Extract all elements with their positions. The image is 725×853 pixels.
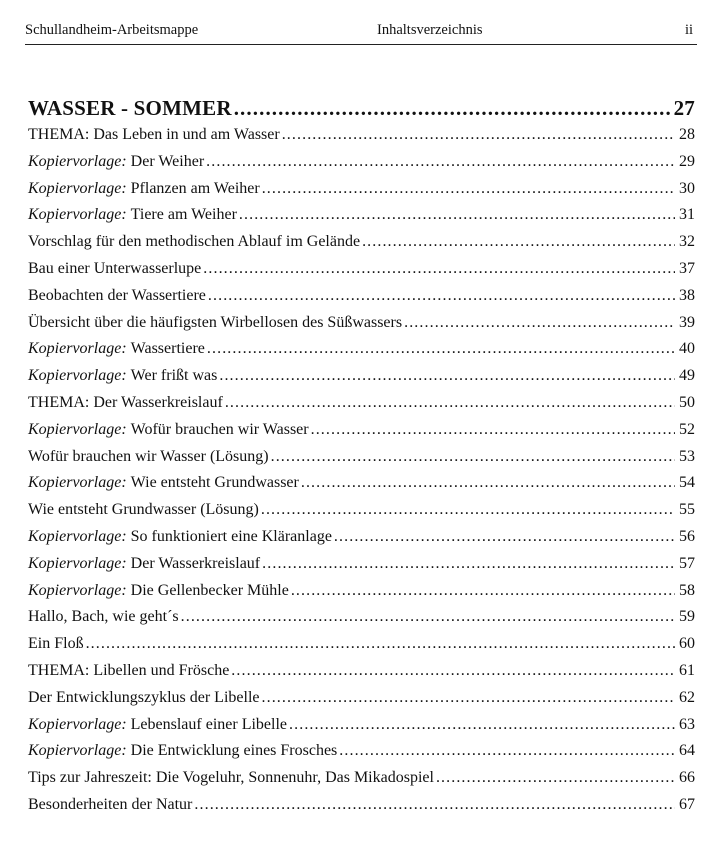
toc-entry-text: THEMA: Libellen und Frösche <box>28 661 230 679</box>
toc-entry <box>28 340 695 367</box>
header-book-title: Schullandheim-Arbeitsmappe <box>25 22 199 38</box>
toc-entry <box>28 501 695 528</box>
dot-leader <box>334 528 675 546</box>
dot-leader <box>234 96 672 121</box>
toc-entry-page-number: 29 <box>679 152 695 170</box>
toc-entry <box>28 689 695 716</box>
toc-entry-text: So funktioniert eine Kläranlage <box>130 527 332 545</box>
dot-leader <box>207 340 675 358</box>
toc-entry <box>28 474 695 501</box>
table-of-contents <box>28 96 695 823</box>
toc-entry-page-number: 62 <box>679 688 695 706</box>
toc-entry-label <box>28 340 205 358</box>
toc-entry-label <box>28 582 289 600</box>
toc-entry <box>28 662 695 689</box>
toc-entry-prefix: Kopiervorlage: <box>28 474 127 492</box>
toc-entry-text: Der Entwicklungszyklus der Libelle <box>28 688 260 706</box>
toc-entry-label <box>28 635 84 653</box>
dot-leader <box>261 501 675 519</box>
toc-entry <box>28 233 695 260</box>
dot-leader <box>301 474 675 492</box>
toc-entry-label <box>28 153 204 171</box>
toc-entry <box>28 769 695 796</box>
toc-entry-page-number: 53 <box>679 447 695 465</box>
toc-entry-label <box>28 742 337 760</box>
toc-entry-page-number: 59 <box>679 608 695 626</box>
toc-entry-page-number: 61 <box>679 661 695 679</box>
toc-entry-text: Wie entsteht Grundwasser <box>130 474 299 492</box>
dot-leader <box>239 206 675 224</box>
toc-entry-prefix: Kopiervorlage: <box>28 554 127 572</box>
toc-entry-text: THEMA: Der Wasserkreislauf <box>28 393 223 411</box>
toc-entry <box>28 260 695 287</box>
toc-entry-label <box>28 287 206 305</box>
toc-entry-page-number: 32 <box>679 233 695 251</box>
toc-entry-label <box>28 421 309 439</box>
toc-entry-page-number: 52 <box>679 420 695 438</box>
toc-entry-text: Pflanzen am Weiher <box>130 179 260 197</box>
toc-entry-label <box>28 689 260 707</box>
toc-entry <box>28 314 695 341</box>
toc-entry-prefix: Kopiervorlage: <box>28 152 127 170</box>
dot-leader <box>181 608 675 626</box>
toc-entry-page-number: 40 <box>679 340 695 358</box>
toc-entry <box>28 796 695 823</box>
dot-leader <box>271 448 675 466</box>
toc-entry-label <box>28 180 260 198</box>
toc-entry <box>28 528 695 555</box>
toc-entry-page-number: 63 <box>679 715 695 733</box>
dot-leader <box>219 367 675 385</box>
toc-entry-text: Der Wasserkreislauf <box>130 554 261 572</box>
toc-entry <box>28 206 695 233</box>
toc-entry-label <box>28 448 269 466</box>
toc-entry-text: Tips zur Jahreszeit: Die Vogeluhr, Sonnenuhr, Das Mikadospiel <box>28 769 434 787</box>
section-title: WASSER - SOMMER <box>28 96 232 120</box>
header-section-title: Inhaltsverzeichnis <box>377 22 483 38</box>
toc-entry-page-number: 58 <box>679 581 695 599</box>
toc-entry-page-number: 50 <box>679 393 695 411</box>
toc-entry-text: Bau einer Unterwasserlupe <box>28 259 202 277</box>
dot-leader <box>208 287 675 305</box>
toc-entry-label <box>28 555 260 573</box>
toc-entry-label <box>28 501 259 519</box>
toc-entry <box>28 582 695 609</box>
toc-entry-label <box>28 367 217 385</box>
toc-entry-page-number: 37 <box>679 259 695 277</box>
toc-entry-prefix: Kopiervorlage: <box>28 206 127 224</box>
toc-entry-label <box>28 233 360 251</box>
toc-entry-label <box>28 260 201 278</box>
toc-entry-text: Vorschlag für den methodischen Ablauf im Gelände <box>28 233 361 251</box>
toc-entry-page-number: 64 <box>679 742 695 760</box>
dot-leader <box>206 153 675 171</box>
toc-entry-text: Tiere am Weiher <box>130 206 237 224</box>
toc-entry-text: Die Gellenbecker Mühle <box>130 581 289 599</box>
toc-entry-text: Übersicht über die häufigsten Wirbellosen des Süßwassers <box>28 313 403 331</box>
toc-entry-label <box>28 769 434 787</box>
toc-entry-label <box>28 126 280 144</box>
dot-leader <box>203 260 675 278</box>
toc-entries <box>28 126 695 823</box>
dot-leader <box>436 769 675 787</box>
dot-leader <box>282 126 675 144</box>
toc-entry-label <box>28 314 402 332</box>
toc-entry <box>28 126 695 153</box>
toc-entry-prefix: Kopiervorlage: <box>28 179 127 197</box>
toc-entry-page-number: 49 <box>679 367 695 385</box>
toc-entry <box>28 180 695 207</box>
dot-leader <box>291 582 675 600</box>
dot-leader <box>225 394 675 412</box>
toc-entry-prefix: Kopiervorlage: <box>28 742 127 760</box>
toc-entry-text: Der Weiher <box>130 152 205 170</box>
toc-entry-page-number: 31 <box>679 206 695 224</box>
toc-entry-text: Ein Floß <box>28 635 84 653</box>
dot-leader <box>362 233 675 251</box>
toc-entry <box>28 635 695 662</box>
toc-entry-prefix: Kopiervorlage: <box>28 367 127 385</box>
dot-leader <box>194 796 675 814</box>
dot-leader <box>86 635 675 653</box>
toc-entry-text: Besonderheiten der Natur <box>28 795 193 813</box>
toc-entry-page-number: 60 <box>679 635 695 653</box>
toc-entry-label <box>28 528 332 546</box>
toc-entry-page-number: 28 <box>679 126 695 143</box>
toc-entry-text: Wer frißt was <box>130 367 218 385</box>
toc-entry-page-number: 30 <box>679 179 695 197</box>
dot-leader <box>231 662 675 680</box>
toc-entry-text: Lebenslauf einer Libelle <box>130 715 288 733</box>
toc-entry-label <box>28 608 179 626</box>
toc-entry-text: Wie entsteht Grundwasser (Lösung) <box>28 501 259 519</box>
toc-entry-label <box>28 662 229 680</box>
page-header <box>25 20 697 45</box>
toc-entry-text: THEMA: Das Leben in und am Wasser <box>28 126 280 143</box>
toc-entry-page-number: 67 <box>679 795 695 813</box>
toc-entry-text: Wofür brauchen wir Wasser (Lösung) <box>28 447 269 465</box>
toc-entry-text: Die Entwicklung eines Frosches <box>130 742 338 760</box>
toc-entry-page-number: 57 <box>679 554 695 572</box>
toc-entry <box>28 287 695 314</box>
header-page-number: ii <box>684 22 693 38</box>
toc-entry <box>28 555 695 582</box>
toc-entry <box>28 448 695 475</box>
toc-entry-label <box>28 796 192 814</box>
toc-entry <box>28 367 695 394</box>
toc-entry-prefix: Kopiervorlage: <box>28 527 127 545</box>
toc-entry <box>28 742 695 769</box>
toc-entry-prefix: Kopiervorlage: <box>28 715 127 733</box>
toc-entry-text: Wofür brauchen wir Wasser <box>130 420 309 438</box>
toc-entry-text: Hallo, Bach, wie geht´s <box>28 608 179 626</box>
toc-entry-prefix: Kopiervorlage: <box>28 581 127 599</box>
toc-entry-page-number: 66 <box>679 769 695 787</box>
toc-entry-page-number: 54 <box>679 474 695 492</box>
toc-entry-label <box>28 716 287 734</box>
dot-leader <box>311 421 675 439</box>
toc-section-heading <box>28 96 695 126</box>
dot-leader <box>404 314 675 332</box>
toc-entry-prefix: Kopiervorlage: <box>28 340 127 358</box>
section-page-number: 27 <box>673 96 695 120</box>
toc-entry-text: Wassertiere <box>130 340 205 358</box>
toc-entry <box>28 153 695 180</box>
toc-entry-page-number: 38 <box>679 286 695 304</box>
toc-entry-page-number: 56 <box>679 527 695 545</box>
toc-entry <box>28 394 695 421</box>
dot-leader <box>339 742 675 760</box>
dot-leader <box>262 180 675 198</box>
toc-entry <box>28 608 695 635</box>
toc-entry <box>28 421 695 448</box>
toc-entry-text: Beobachten der Wassertiere <box>28 286 206 304</box>
toc-entry <box>28 716 695 743</box>
toc-entry-label <box>28 474 299 492</box>
dot-leader <box>262 689 676 707</box>
toc-entry-label <box>28 206 237 224</box>
dot-leader <box>289 716 675 734</box>
toc-entry-page-number: 39 <box>679 313 695 331</box>
toc-entry-label <box>28 394 223 412</box>
dot-leader <box>262 555 675 573</box>
toc-entry-prefix: Kopiervorlage: <box>28 420 127 438</box>
toc-entry-page-number: 55 <box>679 501 695 519</box>
